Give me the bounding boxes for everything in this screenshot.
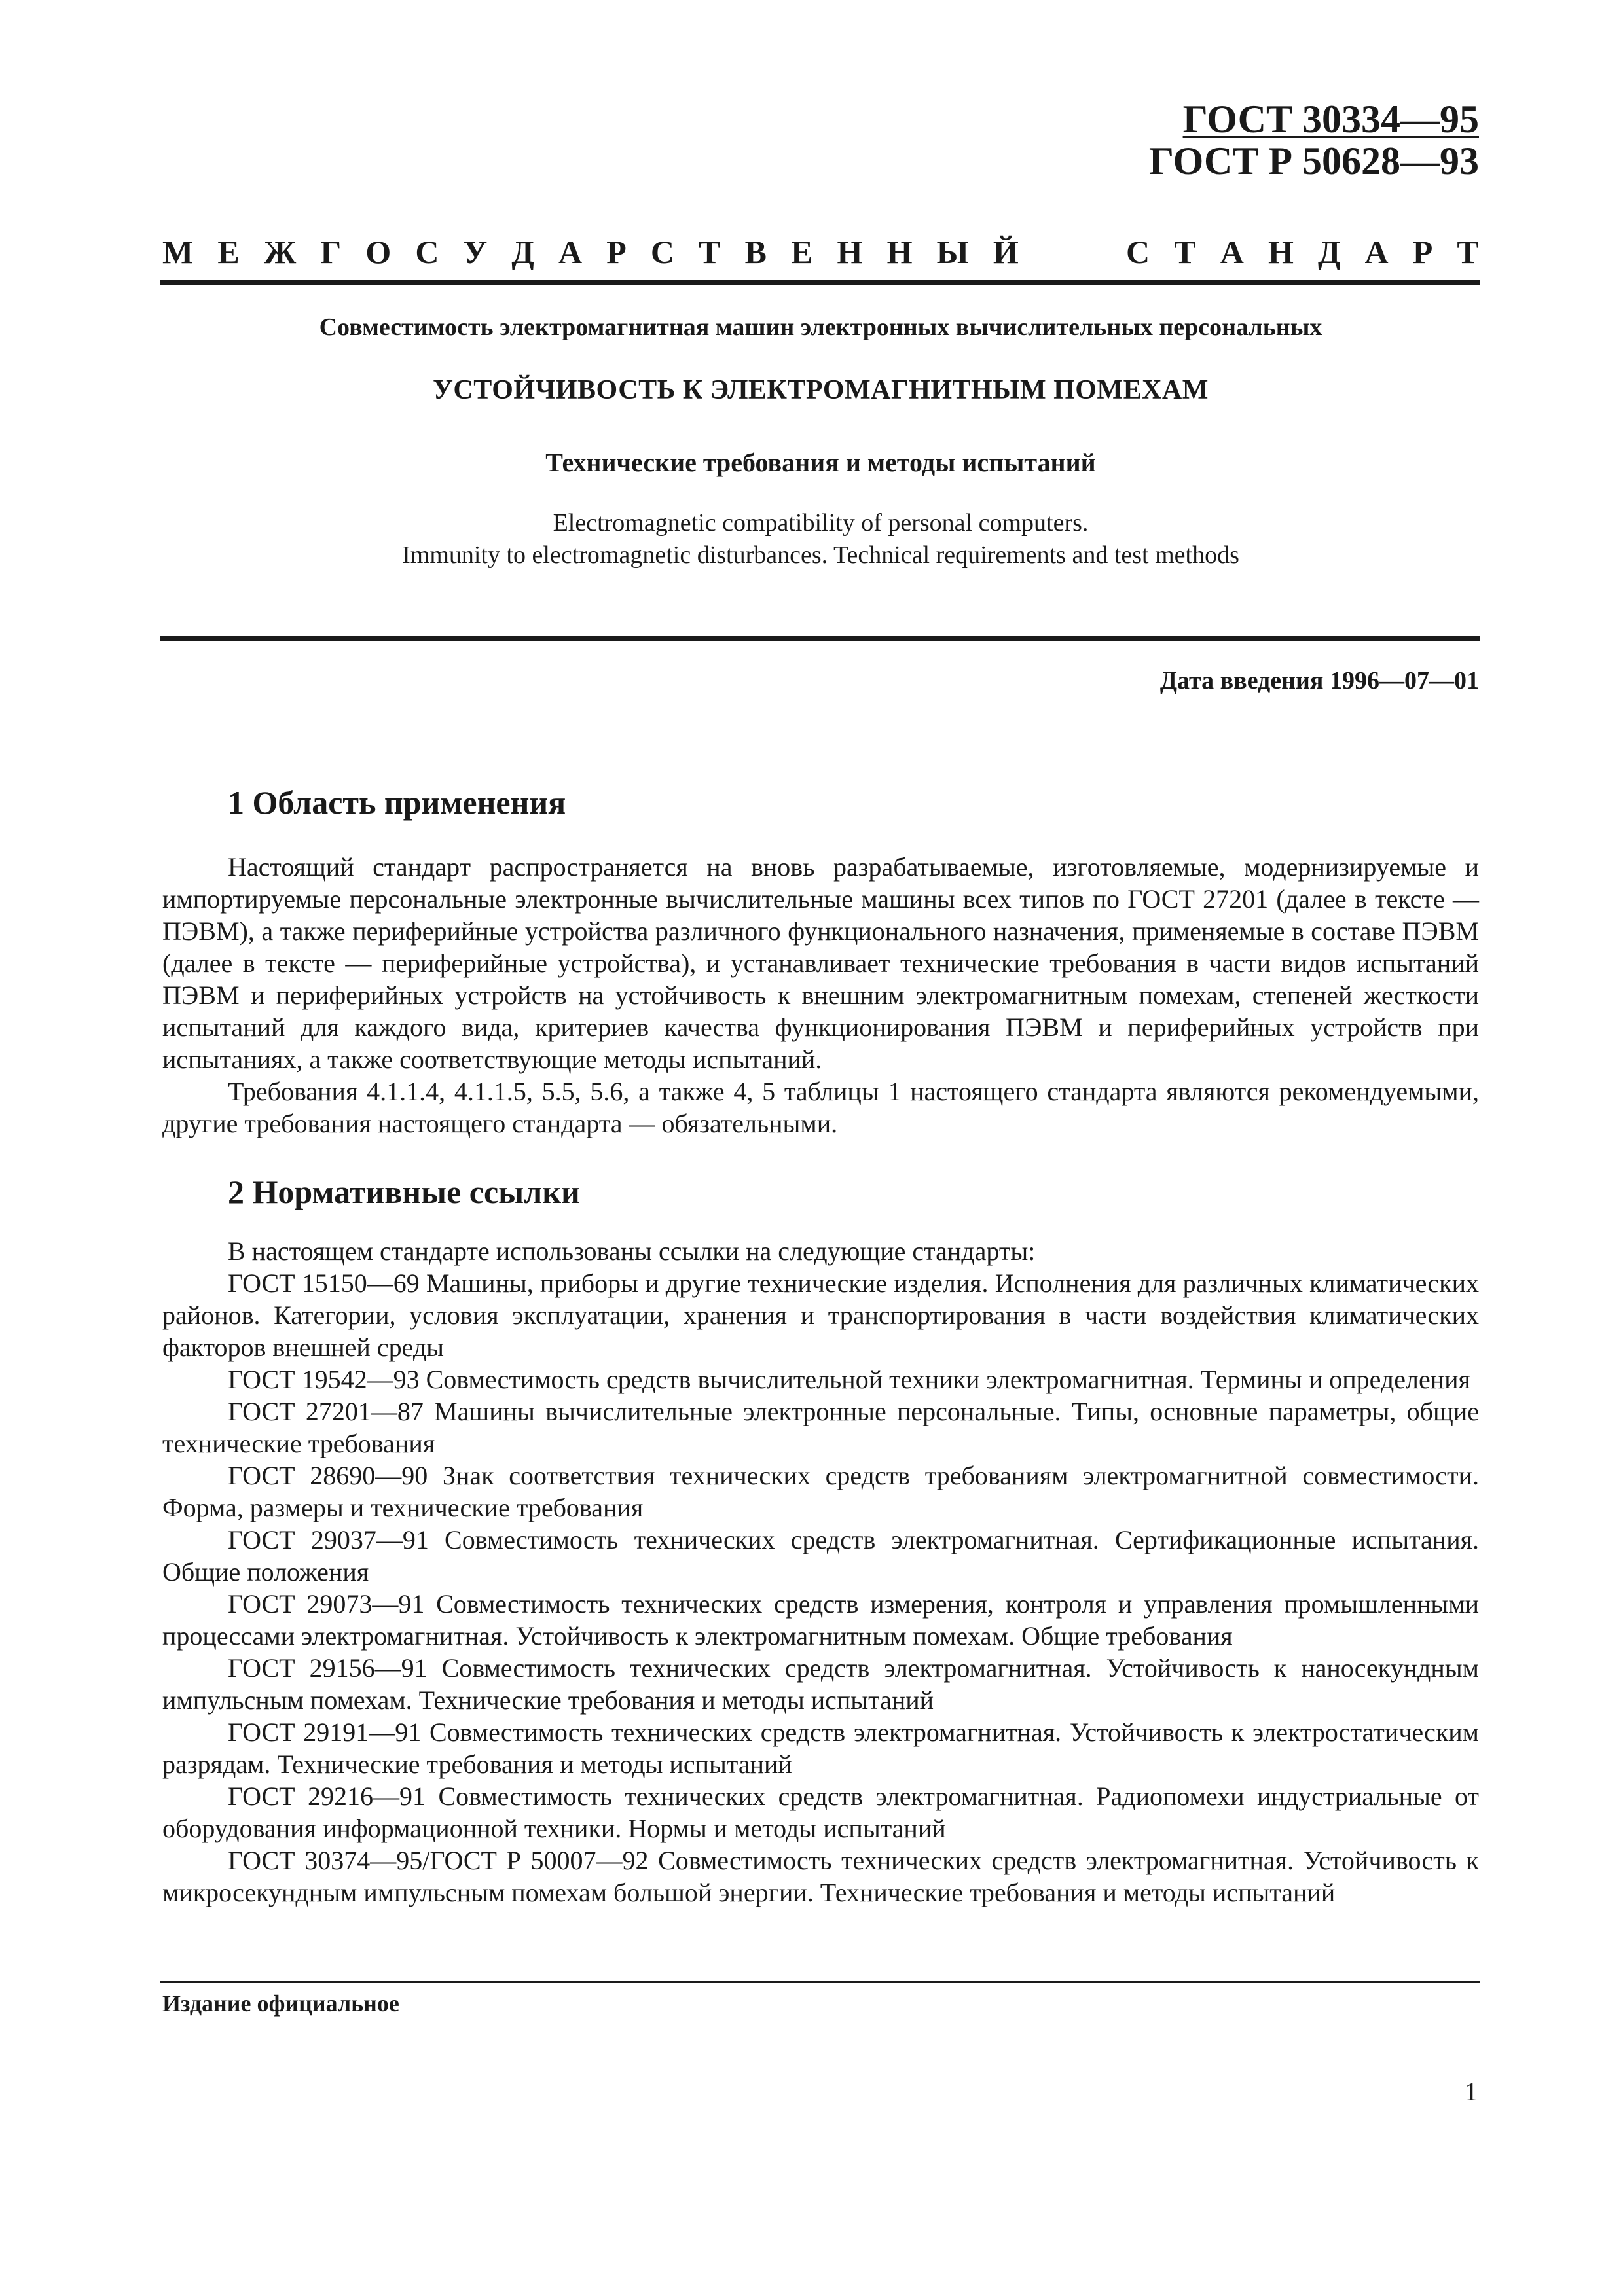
paragraph: В настоящем стандарте использованы ссылки на следующие стандарты: [228,1236,1036,1266]
banner-letter: Д [1317,234,1341,270]
banner-letter: У [463,234,488,270]
reference-item: ГОСТ 30374—95/ГОСТ Р 50007—92 Совместимость технических средств электромагнитная. Устойчивость к микросекундным импульсным помехам большой энергии. Технические требования и методы испытаний [162,1846,1479,1907]
english-title-line: Electromagnetic compatibility of personal computers. [553,509,1089,537]
banner-letter: Т [699,234,721,270]
banner-letter: С [415,234,439,270]
banner-letter: Р [606,234,627,270]
standard-subtitle: Технические требования и методы испытаний [545,448,1096,477]
section-scope [162,783,1479,1139]
gost-code-secondary: ГОСТ Р 50628—93 [1148,139,1479,183]
standard-subject: Совместимость электромагнитная машин электронных вычислительных персональных [319,314,1322,341]
banner-letter: Т [1457,234,1479,270]
reference-item: ГОСТ 29073—91 Совместимость технических средств измерения, контроля и управления промышленными процессами электромагнитная. Устойчивость к электромагнитным помехам. Общие требования [162,1589,1479,1651]
paragraph: Настоящий стандарт распространяется на вновь разрабатываемые, изготовляемые, модернизируемые и импортируемые персональные электронные вычислительные машины всех типов по ГОСТ 27201 (далее в тексте — ПЭВМ), а также периферийные устройства различного функционального назначения, применяемые в составе ПЭВМ (далее в тексте — периферийные устройства), и устанавливает технические требования в части видов испытаний ПЭВМ и периферийных устройств на устойчивость к внешним электромагнитным помехам, степеней жесткости испытаний для каждого вида, критериев качества функционирования ПЭВМ и периферийных устройств при испытаниях, а также соответствующие методы испытаний. [162,852,1479,1074]
reference-item: ГОСТ 29216—91 Совместимость технических средств электромагнитная. Радиопомехи индустриальные от оборудования информационной техники. Нормы и методы испытаний [162,1782,1479,1843]
standard-title: УСТОЙЧИВОСТЬ К ЭЛЕКТРОМАГНИТНЫМ ПОМЕХАМ [433,375,1209,405]
banner-letter: Й [993,234,1019,270]
banner-letter: Ы [936,234,969,270]
banner-letter: Д [511,234,534,270]
reference-item: ГОСТ 29156—91 Совместимость технических средств электромагнитная. Устойчивость к наносекундным импульсным помехам. Технические требования и методы испытаний [162,1653,1479,1715]
paragraph: Требования 4.1.1.4, 4.1.1.5, 5.5, 5.6, а также 4, 5 таблицы 1 настоящего стандарта являются рекомендуемыми, другие требования настоящего стандарта — обязательными. [162,1077,1479,1138]
footer-divider [160,1981,1480,1983]
section-heading: 1 Область применения [228,784,566,821]
reference-item: ГОСТ 27201—87 Машины вычислительные электронные персональные. Типы, основные параметры, общие технические требования [162,1397,1479,1458]
title-divider [160,636,1480,641]
banner-letter: Н [886,234,913,270]
banner-word-gap [1043,232,1102,272]
banner-letter: А [1364,234,1389,270]
banner-divider [160,280,1480,285]
reference-item: ГОСТ 29191—91 Совместимость технических средств электромагнитная. Устойчивость к электростатическим разрядам. Технические требования и методы испытаний [162,1717,1479,1779]
banner-letter: Р [1412,234,1433,270]
introduction-date: Дата введения 1996—07—01 [1159,667,1479,694]
banner-letter: Ж [263,234,297,270]
banner-letter: О [365,234,392,270]
banner-letter: Г [320,234,342,270]
banner-letter: Е [791,234,813,270]
banner-letter: В [744,234,767,270]
banner-letter: Н [837,234,863,270]
reference-item: ГОСТ 19542—93 Совместимость средств вычислительной техники электромагнитная. Термины и определения [228,1365,1470,1394]
banner-letter: Т [1174,234,1196,270]
section-normative-references [162,1172,1479,1909]
reference-item: ГОСТ 15150—69 Машины, приборы и другие технические изделия. Исполнения для различных климатических районов. Категории, условия эксплуатации, хранения и транспортирования в части воздействия климатических факторов внешней среды [162,1268,1479,1362]
section-heading: 2 Нормативные ссылки [228,1174,580,1210]
official-edition-label: Издание официальное [162,1990,399,2017]
reference-item: ГОСТ 28690—90 Знак соответствия технических средств требованиям электромагнитной совместимости. Форма, размеры и технические требования [162,1461,1479,1522]
english-title-line: Immunity to electromagnetic disturbances. Technical requirements and test methods [402,541,1239,569]
banner-letter: Е [217,234,240,270]
banner-letter: Н [1267,234,1294,270]
interstate-standard-banner [162,232,1479,272]
page-number: 1 [1465,2077,1478,2106]
banner-letter: М [162,234,194,270]
document-codes [1149,98,1479,182]
banner-letter: А [558,234,583,270]
english-title [162,507,1479,571]
gost-code-primary: ГОСТ 30334—95 [1182,98,1479,141]
banner-letter: С [1126,234,1150,270]
banner-letter: С [650,234,674,270]
reference-item: ГОСТ 29037—91 Совместимость технических средств электромагнитная. Сертификационные испытания. Общие положения [162,1525,1479,1587]
banner-letter: А [1220,234,1244,270]
